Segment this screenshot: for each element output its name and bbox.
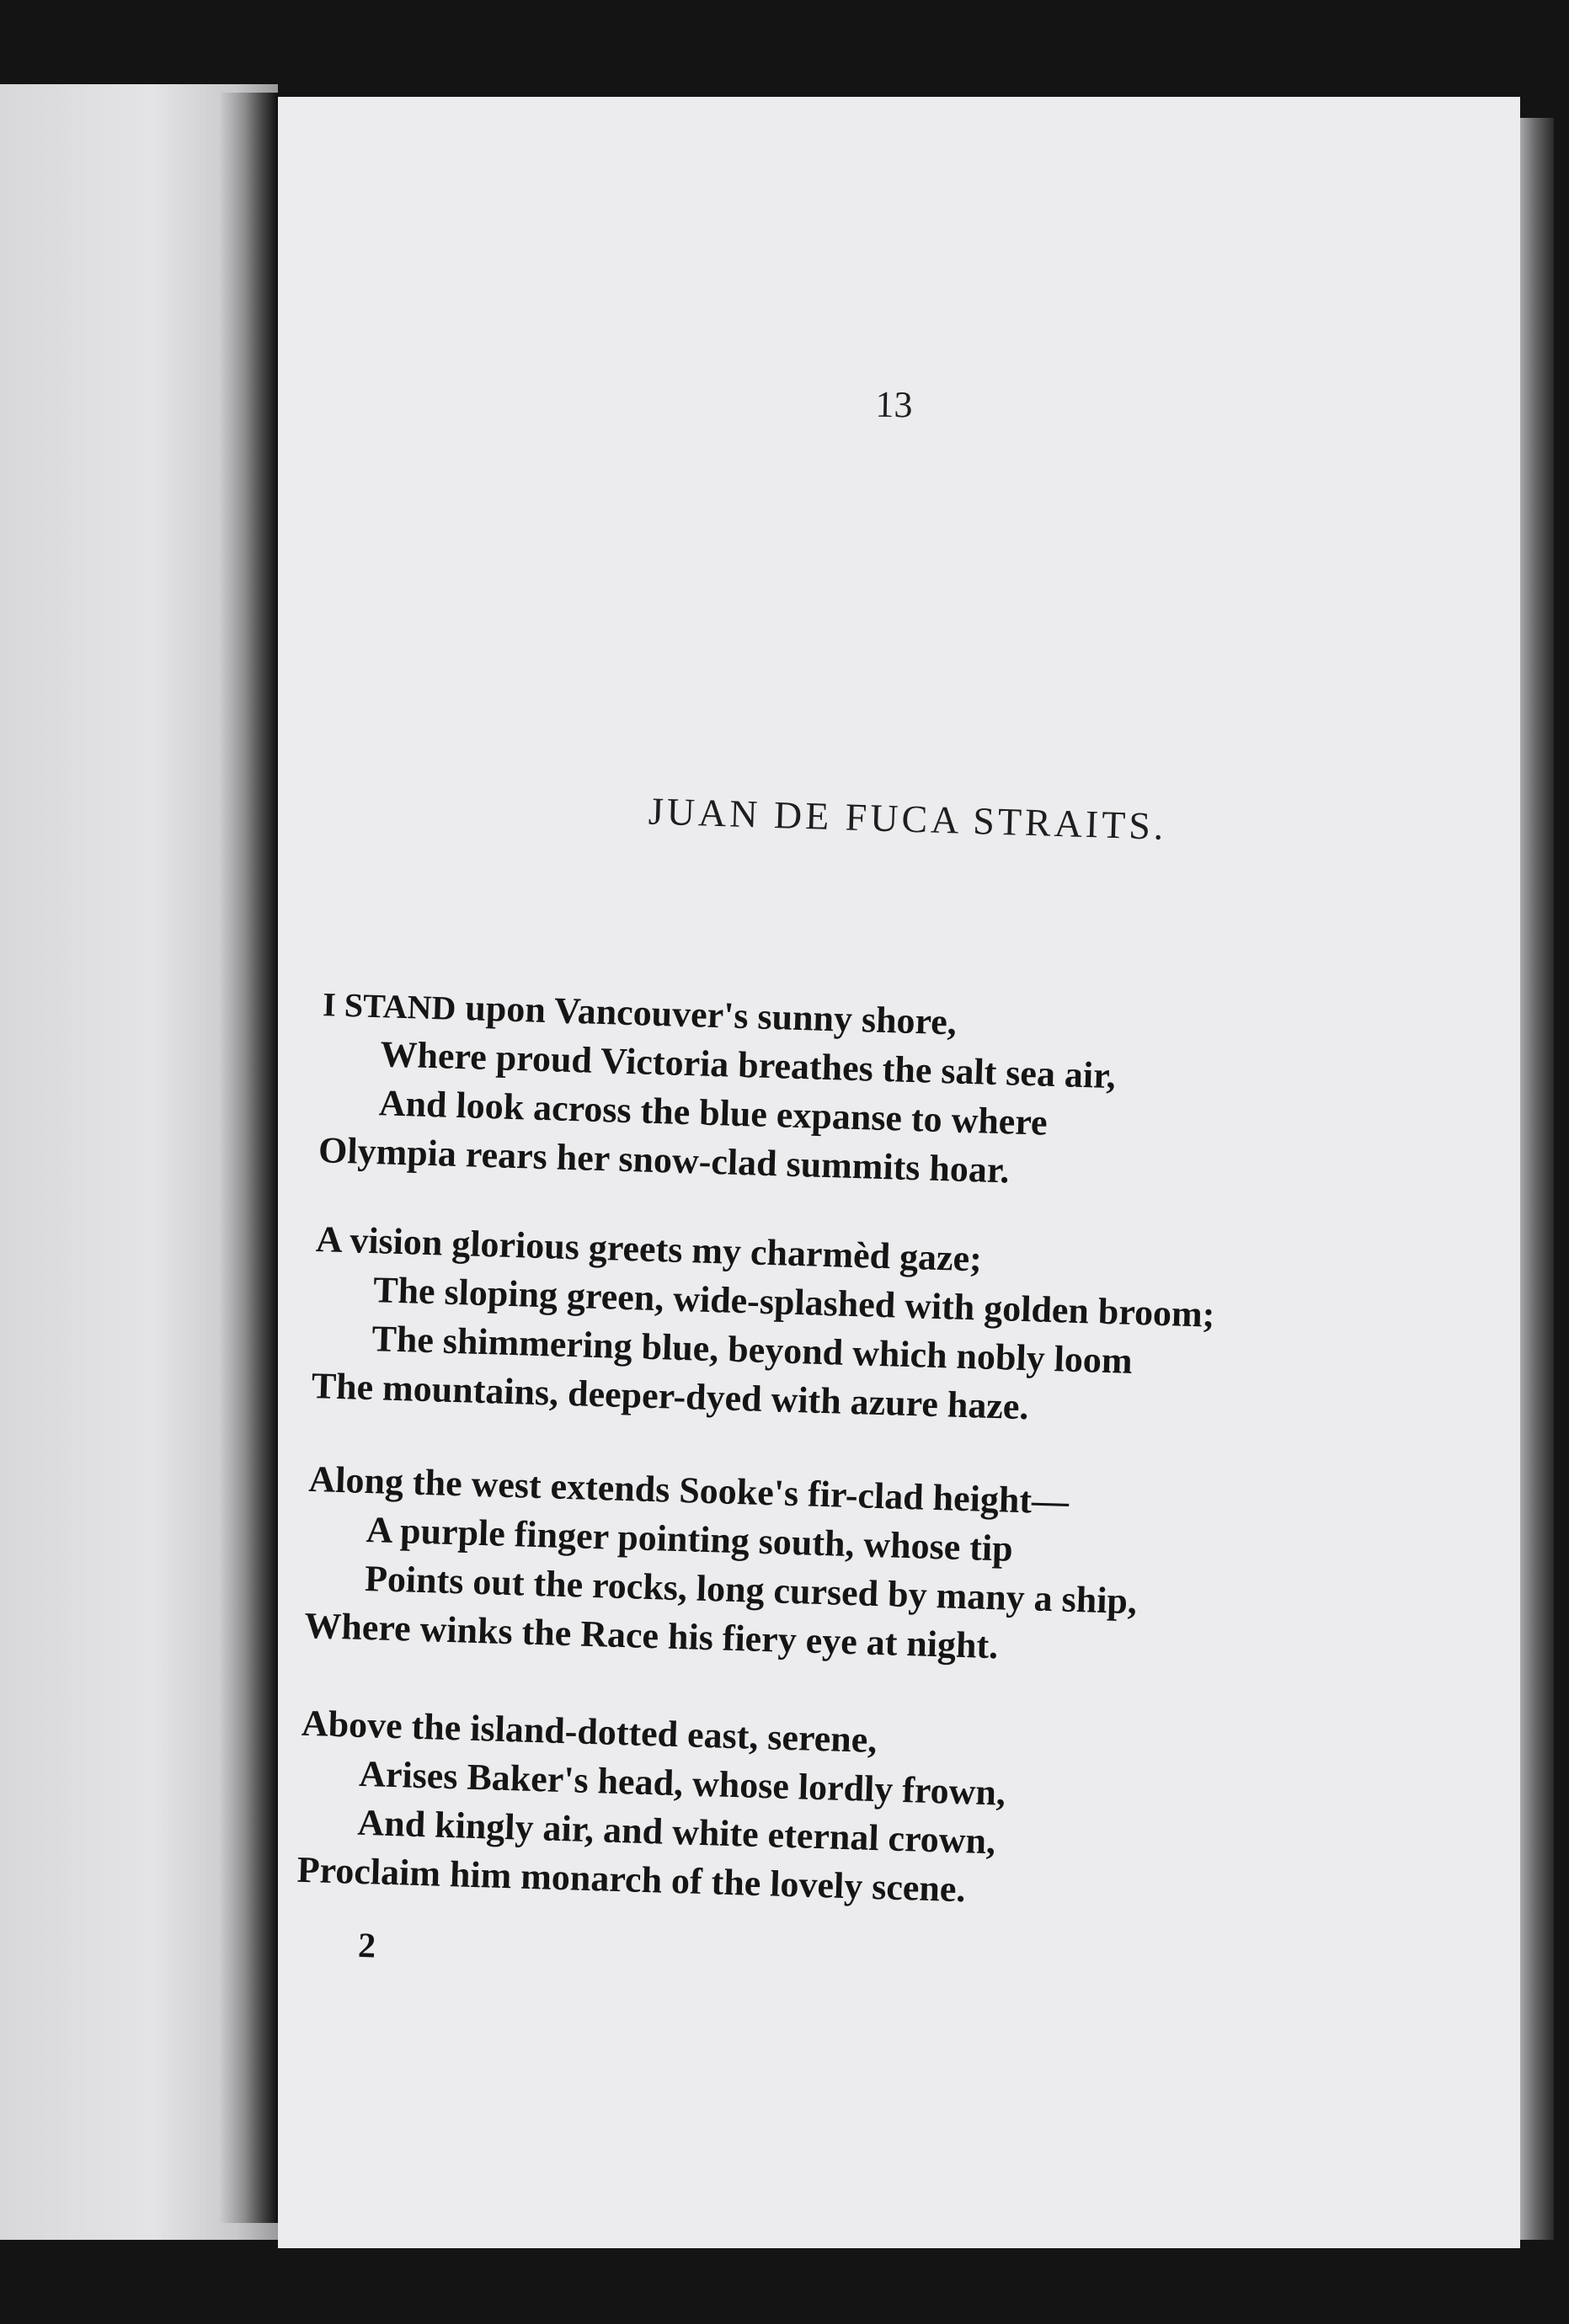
page-edge [1520,118,1554,2240]
poem-line: Arises Baker's head, whose lordly frown, [358,1752,1006,1814]
poem-line: And look across the blue expanse to where [378,1082,1049,1143]
stanza-4 [296,1702,1544,1911]
poem-line: A vision glorious greets my charmèd gaze; [315,1218,983,1280]
poem-line: And kingly air, and white eternal crown, [356,1801,996,1863]
poem-line: Along the west extends Sooke's fir-clad height— [307,1458,1070,1522]
poem-line: The mountains, deeper-dyed with azure haze. [311,1364,1030,1428]
poem-line [323,985,958,1041]
poem-line: Above the island-dotted east, serene, [301,1702,878,1762]
poem-line: Where winks the Race his fiery eye at night. [303,1604,999,1667]
stanza-lead: I STAND [322,985,457,1027]
poem-line: The shimmering blue, beyond which nobly loom [371,1318,1134,1382]
poem-line: A purple finger pointing south, whose tip [366,1508,1014,1570]
stanza-1 [318,985,1565,1191]
page-number: 13 [875,383,913,426]
stanza-3 [303,1458,1550,1667]
right-page [278,97,1520,2248]
poem-line: Where proud Victoria breathes the salt sea air, [379,1033,1117,1097]
poem-line: Olympia rears her snow-clad summits hoar. [318,1129,1011,1191]
poem-line: Proclaim him monarch of the lovely scene. [296,1848,967,1911]
poem-line: The sloping green, wide-splashed with golden broom; [372,1269,1216,1335]
poem [244,79,1550,2267]
poem-title: JUAN DE FUCA STRAITS. [648,789,1168,848]
signature-mark: 2 [357,1926,376,1966]
poem-line: Points out the rocks, long cursed by many a ship, [364,1557,1138,1623]
stanza-2 [311,1218,1558,1428]
poem-line-text: upon Vancouver's sunny shore, [455,986,958,1043]
